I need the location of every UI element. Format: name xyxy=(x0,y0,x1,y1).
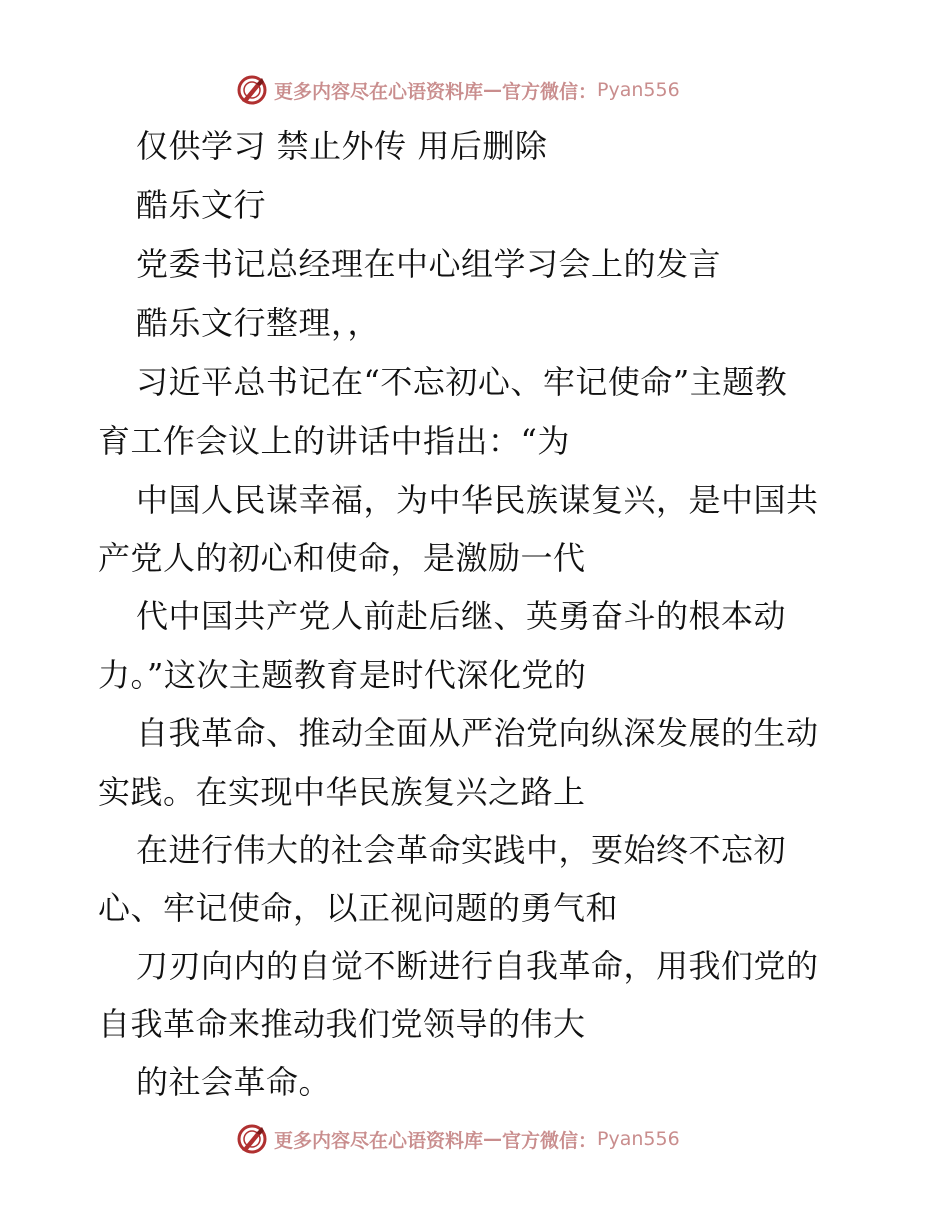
doc-line: 产党人的初心和使命，是激励一代 xyxy=(98,539,586,577)
doc-line: 仅供学习 禁止外传 用后删除 xyxy=(136,127,548,165)
watermark-main-text: 更多内容尽在心语资料库 xyxy=(274,80,484,103)
pen-nib-logo-icon xyxy=(236,1123,268,1155)
doc-line: 刀刃向内的自觉不断进行自我革命，用我们党的 xyxy=(136,947,819,985)
doc-line: 实践。在实现中华民族复兴之路上 xyxy=(98,773,586,811)
header-watermark xyxy=(236,72,680,108)
doc-line: 习近平总书记在“不忘初心、牢记使命”主题教 xyxy=(136,363,788,401)
watermark-wechat-label: 官方微信： xyxy=(502,80,598,103)
doc-line: 心、牢记使命，以正视问题的勇气和 xyxy=(98,889,619,927)
doc-line: 酷乐文行 xyxy=(136,186,267,224)
doc-line: 中国人民谋幸福，为中华民族谋复兴，是中国共 xyxy=(136,481,819,519)
watermark-dash: — xyxy=(483,1128,503,1150)
watermark-wechat-id: Pyan556 xyxy=(597,79,680,101)
watermark-dash: — xyxy=(483,79,503,101)
doc-line: 力。”这次主题教育是时代深化党的 xyxy=(98,656,587,694)
doc-line: 代中国共产党人前赴后继、英勇奋斗的根本动 xyxy=(136,597,787,635)
doc-line: 自我革命、推动全面从严治党向纵深发展的生动 xyxy=(136,714,819,752)
doc-title: 党委书记总经理在中心组学习会上的发言 xyxy=(136,245,722,283)
doc-line: 的社会革命。 xyxy=(136,1063,332,1101)
pen-nib-logo-icon xyxy=(236,74,268,106)
footer-watermark xyxy=(236,1121,680,1157)
doc-line: 自我革命来推动我们党领导的伟大 xyxy=(98,1005,586,1043)
doc-line: 育工作会议上的讲话中指出：“为 xyxy=(98,422,570,460)
doc-line: 酷乐文行整理，， xyxy=(136,304,381,342)
doc-line: 在进行伟大的社会革命实践中，要始终不忘初 xyxy=(136,831,787,869)
watermark-main-text: 更多内容尽在心语资料库 xyxy=(274,1129,484,1152)
watermark-wechat-id: Pyan556 xyxy=(597,1128,680,1150)
watermark-wechat-label: 官方微信： xyxy=(502,1129,598,1152)
